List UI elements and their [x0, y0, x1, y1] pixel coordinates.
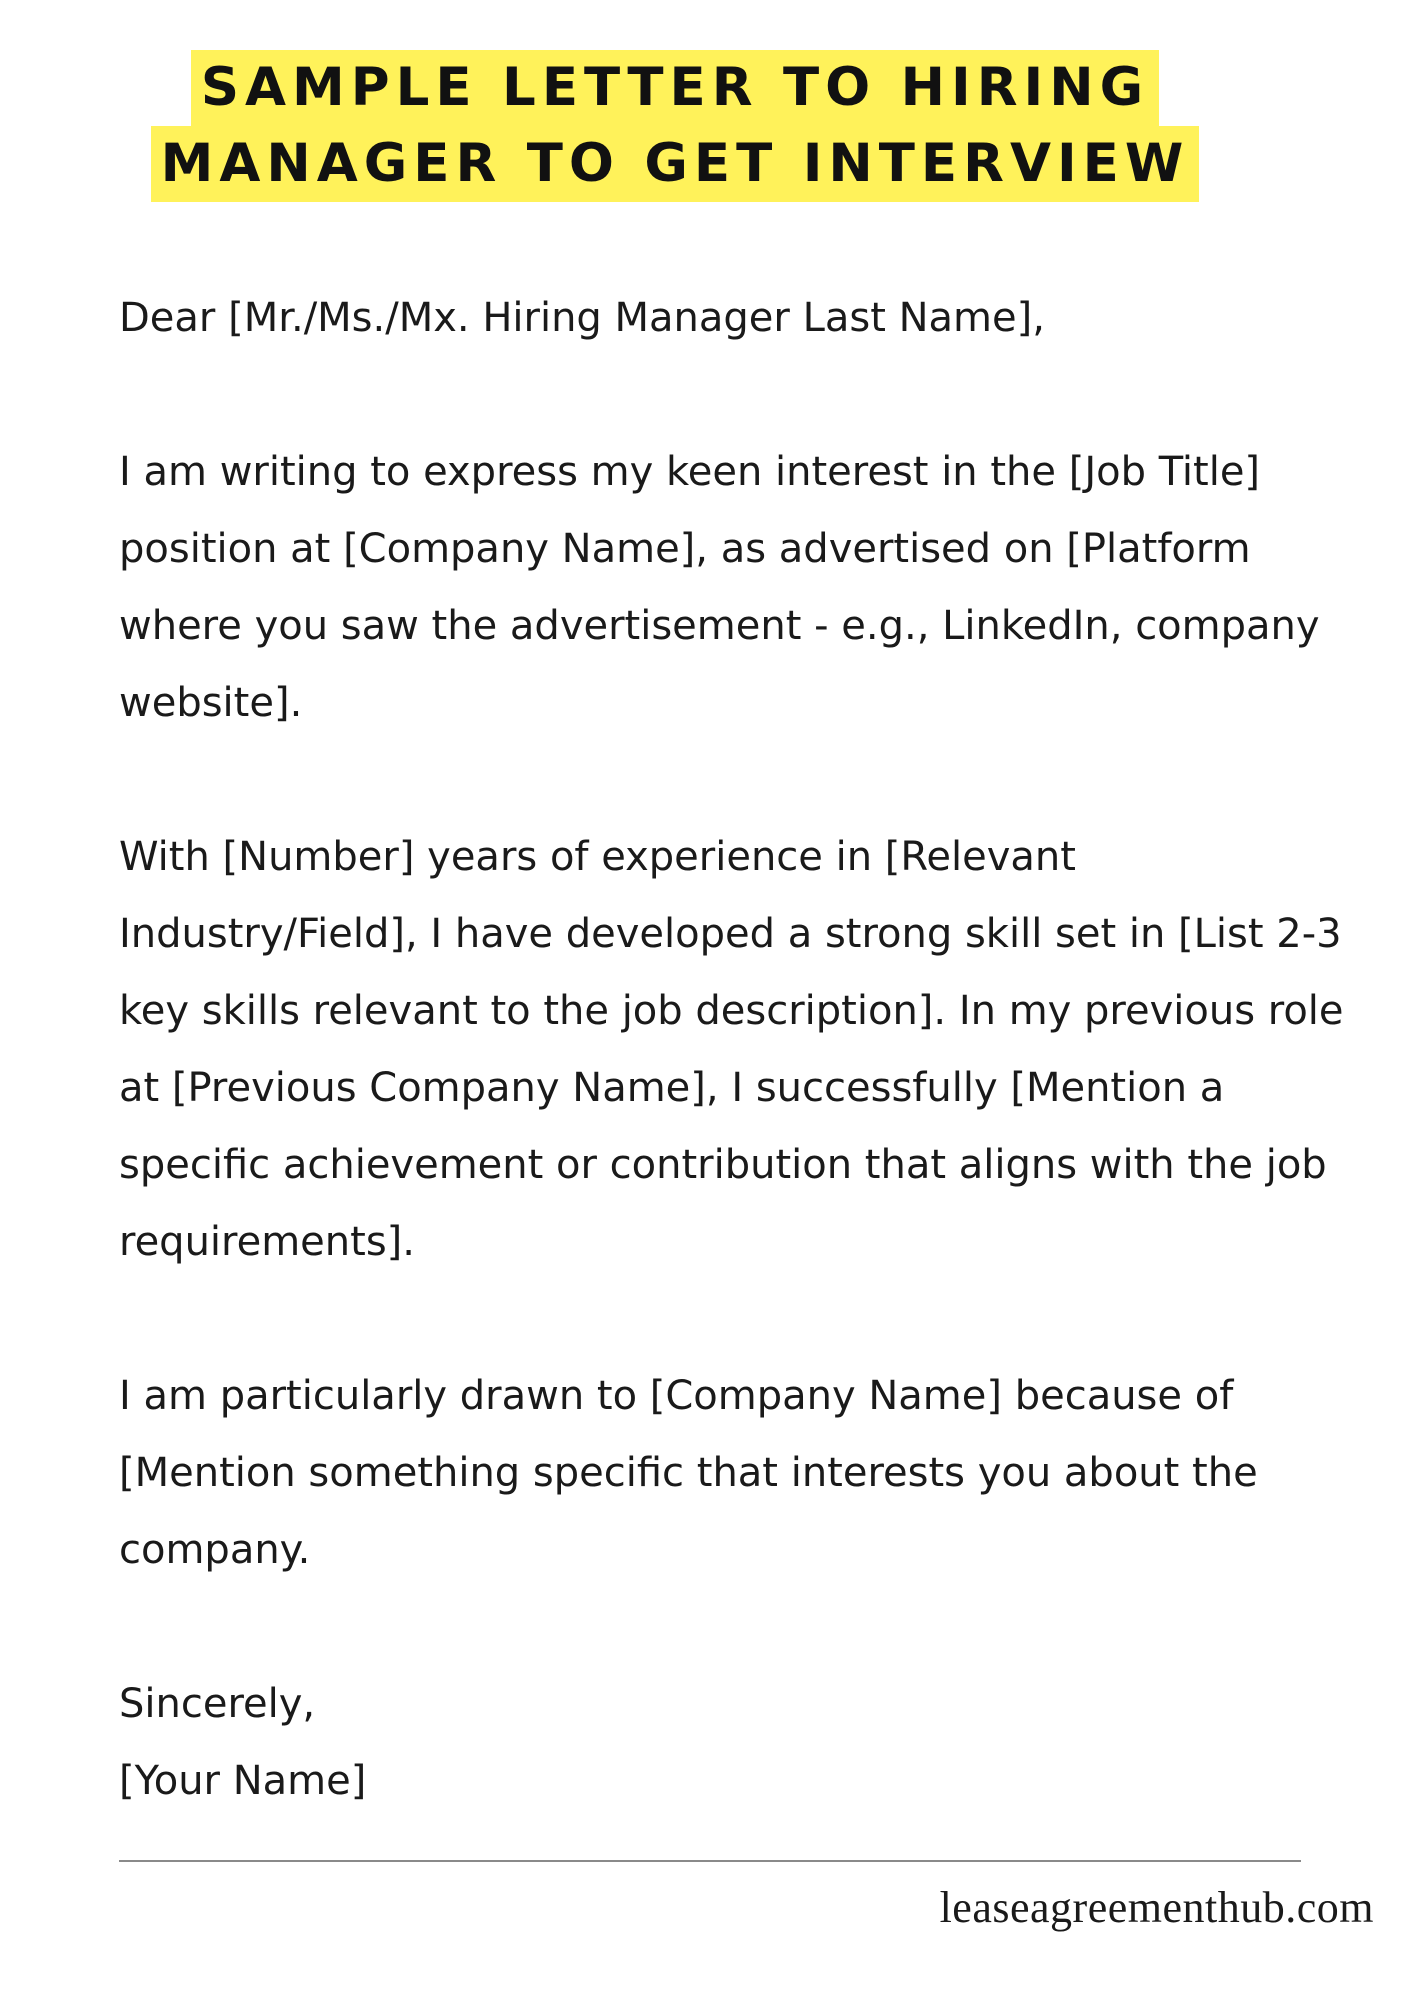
letter-body	[119, 280, 1349, 1820]
paragraph-company: I am particularly drawn to [Company Name] because of [Mention something specific that interests you about the company.	[119, 1373, 1258, 1573]
title-line-1: SAMPLE LETTER TO HIRING	[191, 50, 1159, 126]
salutation: Dear [Mr./Ms./Mx. Hiring Manager Last Name],	[119, 295, 1045, 341]
page-title	[0, 50, 1350, 202]
paragraph-experience: With [Number] years of experience in [Relevant Industry/Field], I have developed a strong skill set in [List 2-3 key skills relevant to the job description]. In my previous role at [Previous Company Name], I successfully [Mention a specific achievement or contribution that aligns with the job requirements].	[119, 834, 1344, 1265]
footer-site-name: leaseagreementhub.com	[939, 1883, 1374, 1932]
paragraph-interest: I am writing to express my keen interest in the [Job Title] position at [Company Name], as advertised on [Platform where you saw the advertisement - e.g., LinkedIn, company website].	[119, 449, 1320, 726]
signature: [Your Name]	[119, 1758, 367, 1804]
footer-divider	[119, 1860, 1301, 1862]
title-line-2: MANAGER TO GET INTERVIEW	[151, 126, 1200, 202]
closing: Sincerely,	[119, 1681, 316, 1727]
